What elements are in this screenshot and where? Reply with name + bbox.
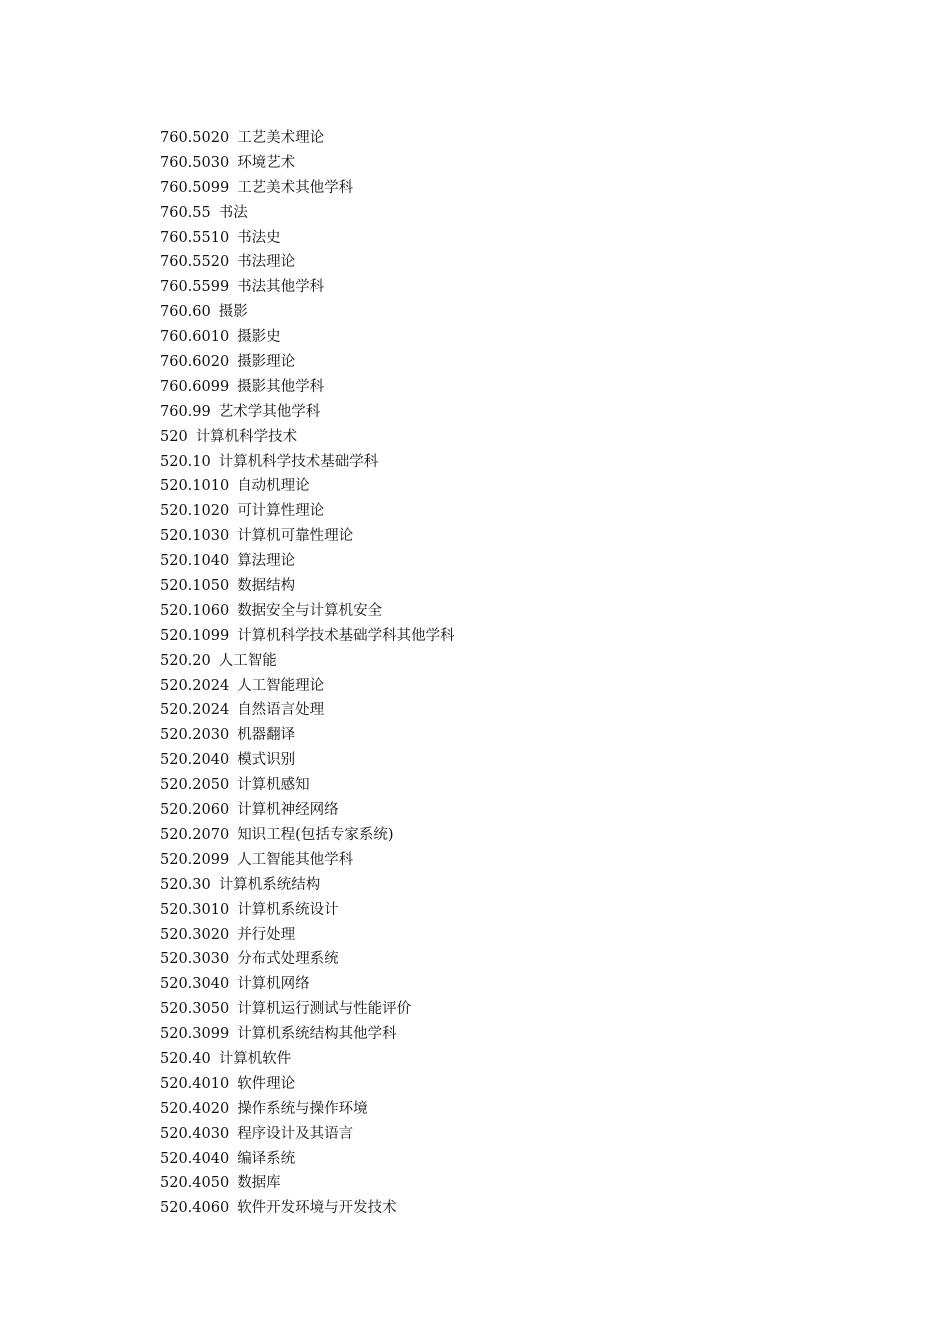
discipline-name: 计算机科学技术 <box>195 428 298 445</box>
discipline-code: 760.5599 <box>160 279 230 296</box>
discipline-code: 520.1040 <box>160 553 230 570</box>
discipline-code: 520.2040 <box>160 752 230 769</box>
discipline-code: 760.6020 <box>160 354 230 371</box>
discipline-name: 摄影史 <box>237 329 281 346</box>
discipline-code: 520.30 <box>160 876 211 893</box>
list-item <box>160 1147 455 1172</box>
discipline-name: 书法理论 <box>237 254 296 271</box>
list-item <box>160 947 455 972</box>
discipline-code: 520.2030 <box>160 727 230 744</box>
list-item <box>160 400 455 425</box>
discipline-name: 书法 <box>218 204 248 221</box>
discipline-name: 书法史 <box>237 229 281 246</box>
discipline-code: 520.4050 <box>160 1175 230 1192</box>
discipline-name: 算法理论 <box>237 553 296 570</box>
list-item <box>160 325 455 350</box>
discipline-code: 760.60 <box>160 304 211 321</box>
discipline-code: 760.6099 <box>160 378 230 395</box>
discipline-name: 计算机软件 <box>218 1050 292 1067</box>
discipline-code: 520.3099 <box>160 1026 230 1043</box>
list-item <box>160 300 455 325</box>
discipline-code: 520.40 <box>160 1050 211 1067</box>
discipline-code: 760.5020 <box>160 130 230 146</box>
discipline-name: 计算机科学技术基础学科其他学科 <box>237 627 455 644</box>
discipline-code: 520.2070 <box>160 826 230 843</box>
list-item <box>160 599 455 624</box>
list-item <box>160 1196 455 1221</box>
list-item <box>160 1122 455 1147</box>
discipline-name: 数据安全与计算机安全 <box>237 602 383 619</box>
list-item <box>160 923 455 948</box>
list-item <box>160 674 455 699</box>
list-item <box>160 997 455 1022</box>
list-item <box>160 723 455 748</box>
discipline-name: 摄影理论 <box>237 354 296 371</box>
discipline-code: 520.2024 <box>160 702 230 719</box>
discipline-code: 760.5510 <box>160 229 230 246</box>
discipline-code: 520.1010 <box>160 478 230 495</box>
discipline-name: 人工智能其他学科 <box>237 851 354 868</box>
discipline-name: 计算机运行测试与性能评价 <box>237 1001 412 1018</box>
discipline-code: 520.4010 <box>160 1075 230 1092</box>
discipline-code-list <box>160 126 455 1221</box>
list-item <box>160 275 455 300</box>
discipline-name: 数据库 <box>237 1175 281 1192</box>
discipline-code: 760.99 <box>160 403 211 420</box>
discipline-code: 520 <box>160 428 188 445</box>
list-item <box>160 649 455 674</box>
discipline-name: 摄影 <box>218 304 248 321</box>
discipline-name: 计算机系统设计 <box>237 901 339 918</box>
discipline-name: 计算机可靠性理论 <box>237 528 354 545</box>
discipline-code: 520.4060 <box>160 1200 230 1217</box>
discipline-name: 计算机感知 <box>237 777 310 794</box>
discipline-code: 520.2099 <box>160 851 230 868</box>
list-item <box>160 1171 455 1196</box>
list-item <box>160 898 455 923</box>
discipline-code: 520.3030 <box>160 951 230 968</box>
discipline-name: 机器翻译 <box>237 727 296 744</box>
discipline-code: 760.5099 <box>160 179 230 196</box>
discipline-code: 520.3010 <box>160 901 230 918</box>
discipline-code: 520.4020 <box>160 1100 230 1117</box>
discipline-code: 520.4030 <box>160 1125 230 1142</box>
list-item <box>160 1022 455 1047</box>
list-item <box>160 126 455 151</box>
discipline-name: 并行处理 <box>237 926 296 943</box>
discipline-name: 计算机科学技术基础学科 <box>218 453 379 470</box>
discipline-name: 自动机理论 <box>237 478 310 495</box>
list-item <box>160 972 455 997</box>
discipline-code: 520.2060 <box>160 802 230 819</box>
discipline-code: 520.1060 <box>160 602 230 619</box>
discipline-name: 计算机神经网络 <box>237 802 339 819</box>
list-item <box>160 350 455 375</box>
discipline-code: 520.3020 <box>160 926 230 943</box>
list-item <box>160 425 455 450</box>
list-item <box>160 848 455 873</box>
list-item <box>160 499 455 524</box>
discipline-code: 760.6010 <box>160 329 230 346</box>
discipline-name: 程序设计及其语言 <box>237 1125 354 1142</box>
discipline-code: 760.55 <box>160 204 211 221</box>
list-item <box>160 823 455 848</box>
discipline-name: 工艺美术其他学科 <box>237 179 354 196</box>
list-item <box>160 450 455 475</box>
list-item <box>160 624 455 649</box>
discipline-code: 520.1099 <box>160 627 230 644</box>
discipline-name: 计算机网络 <box>237 976 310 993</box>
discipline-code: 520.1050 <box>160 578 230 595</box>
list-item <box>160 201 455 226</box>
list-item <box>160 524 455 549</box>
list-item <box>160 474 455 499</box>
discipline-name: 人工智能理论 <box>237 677 325 694</box>
discipline-code: 520.1020 <box>160 503 230 520</box>
discipline-code: 520.4040 <box>160 1150 230 1167</box>
discipline-name: 软件理论 <box>237 1075 296 1092</box>
discipline-code: 520.3050 <box>160 1001 230 1018</box>
discipline-name: 环境艺术 <box>237 154 296 171</box>
discipline-name: 人工智能 <box>218 652 277 669</box>
list-item <box>160 151 455 176</box>
discipline-name: 分布式处理系统 <box>237 951 339 968</box>
discipline-name: 自然语言处理 <box>237 702 325 719</box>
list-item <box>160 226 455 251</box>
discipline-name: 计算机系统结构其他学科 <box>237 1026 397 1043</box>
discipline-name: 书法其他学科 <box>237 279 325 296</box>
list-item <box>160 748 455 773</box>
discipline-code: 760.5520 <box>160 254 230 271</box>
discipline-name: 工艺美术理论 <box>237 130 325 146</box>
discipline-name: 模式识别 <box>237 752 296 769</box>
list-item <box>160 873 455 898</box>
discipline-name: 摄影其他学科 <box>237 378 325 395</box>
list-item <box>160 773 455 798</box>
discipline-name: 操作系统与操作环境 <box>237 1100 368 1117</box>
discipline-name: 可计算性理论 <box>237 503 325 520</box>
list-item <box>160 1047 455 1072</box>
discipline-code: 520.3040 <box>160 976 230 993</box>
discipline-name: 艺术学其他学科 <box>218 403 321 420</box>
list-item <box>160 375 455 400</box>
discipline-code: 520.1030 <box>160 528 230 545</box>
discipline-name: 知识工程(包括专家系统) <box>237 826 394 843</box>
discipline-name: 软件开发环境与开发技术 <box>237 1200 397 1217</box>
discipline-code: 760.5030 <box>160 154 230 171</box>
discipline-name: 计算机系统结构 <box>218 876 321 893</box>
list-item <box>160 176 455 201</box>
list-item <box>160 549 455 574</box>
list-item <box>160 698 455 723</box>
discipline-code: 520.2050 <box>160 777 230 794</box>
discipline-code: 520.10 <box>160 453 211 470</box>
discipline-code: 520.20 <box>160 652 211 669</box>
list-item <box>160 798 455 823</box>
list-item <box>160 250 455 275</box>
discipline-name: 数据结构 <box>237 578 296 595</box>
list-item <box>160 1072 455 1097</box>
discipline-name: 编译系统 <box>237 1150 296 1167</box>
discipline-code: 520.2024 <box>160 677 230 694</box>
list-item <box>160 574 455 599</box>
list-item <box>160 1097 455 1122</box>
